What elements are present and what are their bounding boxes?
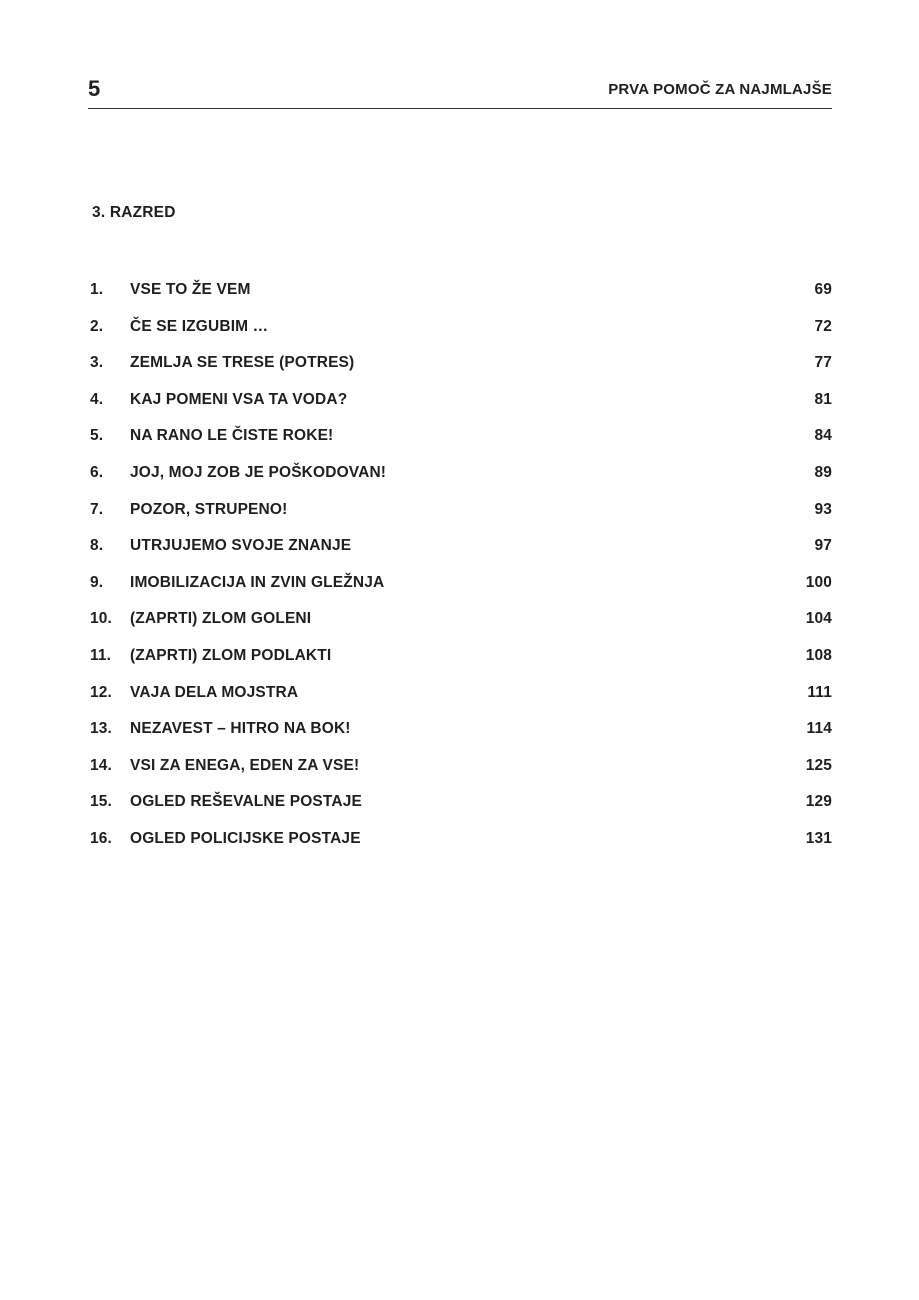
toc-entry-page: 72: [814, 317, 832, 335]
toc-entry-number: 2.: [90, 317, 104, 335]
running-header: [88, 72, 832, 109]
toc-entry-page: 97: [814, 537, 832, 555]
toc-entry: [90, 345, 832, 382]
toc-entry-title: JOJ, MOJ ZOB JE POŠKODOVAN!: [130, 463, 387, 481]
toc-entry-number: 1.: [90, 281, 104, 298]
toc-entry: [90, 638, 832, 675]
toc-entry-title: VSI ZA ENEGA, EDEN ZA VSE!: [130, 756, 360, 774]
toc-entry: [90, 418, 832, 455]
toc-entry-title: (ZAPRTI) ZLOM PODLAKTI: [130, 646, 332, 664]
toc-entry-number: 14.: [90, 756, 112, 774]
toc-entry: [90, 309, 832, 346]
toc-entry-number: 9.: [90, 573, 104, 591]
toc-entry-number: 11.: [90, 646, 112, 664]
toc-entry: [90, 382, 832, 419]
toc-entry-page: 104: [805, 610, 832, 628]
toc-entry-page: 108: [805, 646, 832, 664]
toc-entry-title: IMOBILIZACIJA IN ZVIN GLEŽNJA: [130, 573, 385, 591]
toc-entry-number: 6.: [90, 463, 104, 481]
toc-entry-number: 8.: [90, 537, 104, 555]
toc-entry-title: UTRJUJEMO SVOJE ZNANJE: [130, 537, 352, 555]
toc-entry-title: NA RANO LE ČISTE ROKE!: [130, 427, 334, 445]
toc-entry-title: NEZAVEST – HITRO NA BOK!: [130, 720, 351, 738]
toc-entry-title: OGLED REŠEVALNE POSTAJE: [130, 793, 362, 811]
toc-entry-page: 69: [814, 281, 832, 298]
toc-entry-title: KAJ POMENI VSA TA VODA?: [130, 390, 348, 408]
book-title: PRVA POMOČ ZA NAJMLAJŠE: [608, 81, 832, 98]
page-number: 5: [88, 76, 101, 101]
toc-entry-number: 5.: [90, 427, 104, 445]
toc-entry: [90, 748, 832, 785]
toc-entry-page: 125: [805, 756, 832, 774]
toc-entry: [90, 711, 832, 748]
toc-entry-title: ČE SE IZGUBIM …: [130, 317, 269, 335]
toc-entry-number: 12.: [90, 683, 112, 701]
toc-entry: [90, 528, 832, 565]
toc-entry-page: 131: [805, 829, 832, 847]
toc-entry-page: 129: [805, 793, 832, 811]
toc-entry-title: ZEMLJA SE TRESE (POTRES): [130, 354, 355, 372]
toc-entry: [90, 492, 832, 529]
section-heading: 3. RAZRED: [92, 204, 176, 221]
toc-entry-page: 100: [805, 573, 832, 591]
toc-entry-number: 10.: [90, 610, 112, 628]
toc-entry-number: 7.: [90, 500, 104, 518]
toc-entry-page: 111: [807, 683, 832, 701]
toc-entry-number: 15.: [90, 793, 112, 811]
toc-entry-number: 4.: [90, 390, 104, 408]
toc-entry-title: (ZAPRTI) ZLOM GOLENI: [130, 610, 312, 628]
toc-entry-page: 93: [814, 500, 832, 518]
toc-entry-number: 16.: [90, 829, 112, 847]
toc-entry: [90, 565, 832, 602]
toc-entry: [90, 821, 832, 858]
toc-entry-page: 81: [814, 390, 832, 408]
toc-entry-number: 3.: [90, 354, 104, 372]
toc-entry-page: 114: [806, 720, 832, 738]
table-of-contents: [90, 272, 832, 858]
toc-entry-title: OGLED POLICIJSKE POSTAJE: [130, 829, 361, 847]
toc-entry-page: 84: [814, 427, 832, 445]
toc-entry-title: VAJA DELA MOJSTRA: [130, 683, 299, 701]
toc-entry-page: 77: [814, 354, 832, 372]
toc-entry-title: VSE TO ŽE VEM: [130, 281, 251, 298]
toc-entry: [90, 601, 832, 638]
toc-entry: [90, 455, 832, 492]
toc-entry: [90, 784, 832, 821]
toc-entry-page: 89: [814, 463, 832, 481]
toc-entry-number: 13.: [90, 720, 112, 738]
toc-entry: [90, 272, 832, 309]
toc-entry: [90, 675, 832, 712]
toc-entry-title: POZOR, STRUPENO!: [130, 500, 288, 518]
